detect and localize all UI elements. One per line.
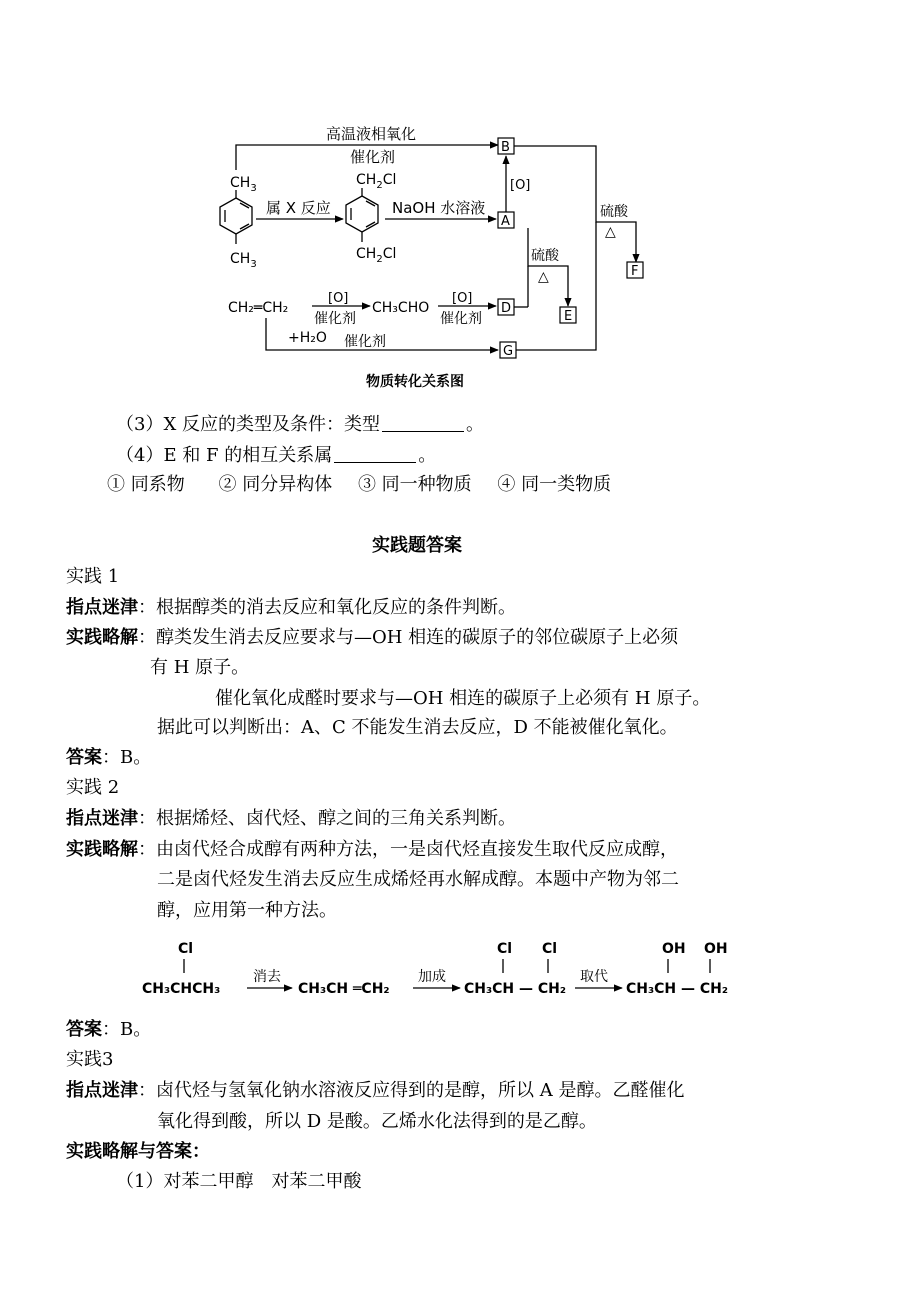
ethylene: CH₂═CH₂ (228, 300, 289, 316)
reaction-x-label: 属 X 反应 (266, 199, 331, 217)
p2-heading: 实践 2 (66, 777, 120, 798)
option-3: ③ 同一种物质 (357, 474, 472, 495)
p2-solution-3: 醇，应用第一种方法。 (157, 900, 337, 921)
svg-text:CH2Cl: $CH_2Cl$ (356, 246, 397, 265)
eq-m2: CH₃CH ═CH₂ (298, 981, 390, 997)
option-1: ① 同系物 (107, 474, 185, 495)
box-b: B (501, 140, 510, 155)
box-a: A (501, 214, 510, 229)
reaction-diagram (0, 0, 920, 400)
eq-m4-sub1: OH (662, 941, 686, 957)
svg-text:CH3: $CH_3$ (230, 251, 257, 270)
heat-e: △ (538, 269, 549, 285)
acetaldehyde: CH₃CHO (372, 300, 430, 316)
p1-solution: 实践略解：醇类发生消去反应要求与—OH 相连的碳原子的邻位碳原子上必须 (66, 627, 679, 648)
p-xylene (220, 175, 257, 270)
question-4: （4）E 和 F 的相互关系属 。 (116, 445, 437, 466)
synthesis-equation (0, 935, 920, 1005)
box-e: E (564, 309, 573, 324)
naoh-label: NaOH 水溶液 (392, 199, 486, 217)
p1-heading: 实践 1 (66, 566, 120, 587)
p2-solution-2: 二是卤代烃发生消去反应生成烯烃再水解成醇。本题中产物为邻二 (157, 869, 679, 890)
heat-f: △ (605, 224, 616, 240)
question-3: （3）X 反应的类型及条件：类型 。 (116, 414, 484, 435)
p3-heading: 实践3 (66, 1049, 114, 1070)
p1-solution-2: 有 H 原子。 (150, 657, 250, 678)
eq-m1-sub: Cl (178, 941, 194, 957)
p2-hint: 指点迷津：根据烯烃、卤代烃、醇之间的三角关系判断。 (66, 808, 516, 829)
p1-solution-4: 据此可以判断出：A、C 不能发生消去反应，D 不能被催化氧化。 (157, 717, 678, 738)
option-4: ④ 同一类物质 (497, 474, 612, 495)
sulfuric-e: 硫酸 (531, 248, 559, 264)
eq-m1: CH₃CHCH₃ (142, 981, 221, 997)
diagram-caption: 物质转化关系图 (366, 374, 464, 390)
answer-blank-4[interactable] (334, 446, 416, 463)
eq-m4-sub2: OH (704, 941, 728, 957)
option-2: ② 同分异构体 (218, 474, 333, 495)
eq-m3-sub2: Cl (542, 941, 558, 957)
cat-label-g: 催化剂 (344, 334, 386, 350)
p2-solution: 实践略解：由卤代烃合成醇有两种方法，一是卤代烃直接发生取代反应成醇， (66, 839, 678, 860)
p1-solution-3: 催化氧化成醛时要求与—OH 相连的碳原子上必须有 H 原子。 (215, 688, 711, 709)
svg-text:CH3: $CH_3$ (230, 175, 257, 194)
eq-m3-sub1: Cl (497, 941, 513, 957)
p3-hint: 指点迷津：卤代烃与氢氧化钠水溶液反应得到的是醇，所以 A 是醇。乙醛催化 (66, 1080, 685, 1101)
p3-solution-label: 实践略解与答案： (66, 1141, 210, 1162)
p2-answer: 答案：B。 (66, 1019, 152, 1040)
p3-hint-2: 氧化得到酸，所以 D 是酸。乙烯水化法得到的是乙醇。 (157, 1111, 597, 1132)
top-condition-2: 催化剂 (350, 148, 396, 166)
box-f: F (631, 264, 639, 279)
answers-title: 实践题答案 (372, 535, 462, 556)
top-condition-1: 高温液相氧化 (326, 125, 417, 143)
p1-hint: 指点迷津：根据醇类的消去反应和氧化反应的条件判断。 (66, 597, 516, 618)
cat-label-1: 催化剂 (314, 311, 356, 327)
ox-label-2: [O] (452, 291, 473, 306)
cat-label-2: 催化剂 (440, 311, 482, 327)
eq-arrow1-label: 消去 (253, 969, 281, 985)
eq-m4: CH₃CH — CH₂ (626, 981, 728, 997)
eq-arrow2-label: 加成 (418, 969, 446, 985)
answer-blank-3[interactable] (382, 415, 464, 432)
options-row (107, 474, 611, 496)
ox-label-ab: [O] (510, 178, 531, 193)
water-label: +H₂O (288, 330, 327, 346)
p3-answer-1: （1）对苯二甲醇 对苯二甲酸 (116, 1171, 362, 1192)
box-g: G (503, 344, 514, 359)
ox-label-1: [O] (328, 291, 349, 306)
sulfuric-f: 硫酸 (600, 204, 628, 220)
p1-answer: 答案：B。 (66, 747, 152, 768)
eq-m3: CH₃CH — CH₂ (464, 981, 566, 997)
box-d: D (501, 301, 512, 316)
eq-arrow3-label: 取代 (580, 969, 608, 985)
svg-text:CH2Cl: $CH_2Cl$ (356, 172, 397, 191)
